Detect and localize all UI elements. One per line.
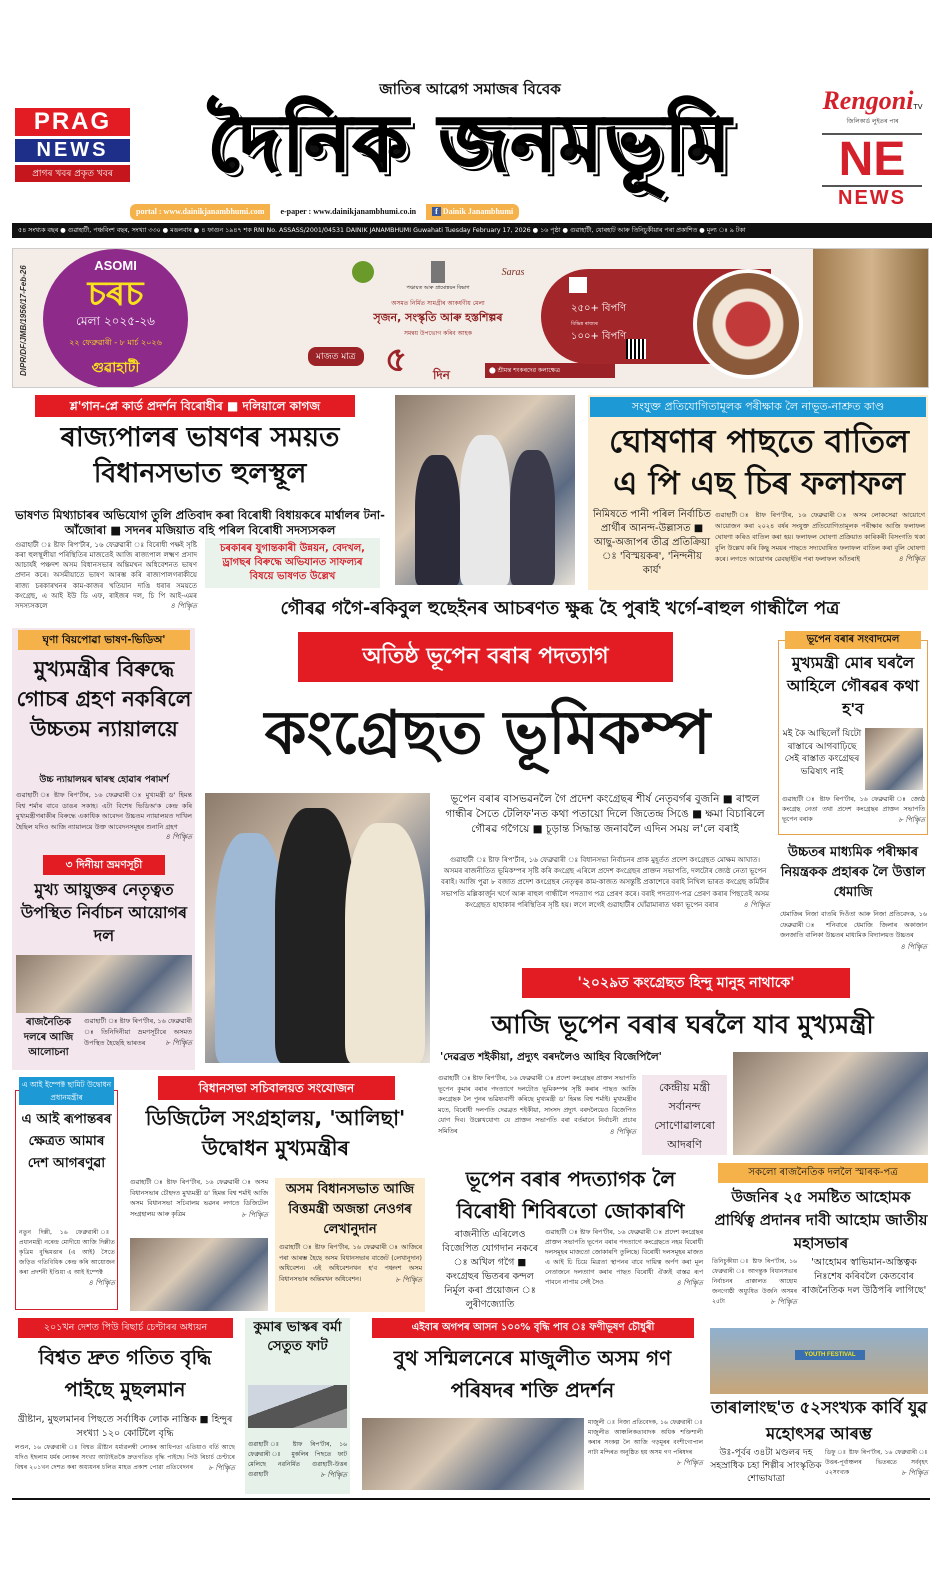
s5-body-text: গুৱাহাটী ঃ ষ্টাফ ৰিপ'ৰ্টাৰ, ১৬ ফেব্ৰুৱাৰী ঃ জ্যেষ্ঠ কংগ্ৰেছ নেতা তথা প্ৰদেশ কংগ্ৰেছৰ প্ৰাক্তন সভাপতি ভূপেন বৰাক (782, 796, 925, 823)
epaper-link[interactable]: e-paper : www.dainikjanambhumi.co.in (280, 207, 417, 216)
s2-headline[interactable]: ঘোষণাৰ পাছতে বাতিল এ পি এছ চিৰ ফলাফল (609, 422, 909, 502)
rengoni-tagline: জিলিকাৰ্ড লুইতৰ পাৰ (846, 118, 899, 125)
ad-title: চৰচ (87, 274, 144, 314)
lead-kicker: অতিষ্ঠ ভূপেন বৰাৰ পদত্যাগ (298, 632, 673, 682)
portal-link[interactable]: portal : www.dainikjanambhumi.com (130, 204, 270, 220)
s3-headline[interactable]: মুখ্যমন্ত্ৰীৰ বিৰুদ্ধে গোচৰ গ্ৰহণ নকৰিলে উচ্চতম ন্যায়ালয়ে (16, 657, 192, 741)
s8-body-text: নতুন দিল্লী, ১৬ ফেব্ৰুৱাৰী ঃ প্ৰধানমন্ত্ৰী নৰেন্দ্ৰ মোদীয়ে আজি দিল্লীত কৃত্ৰিম বুদ্ধিমত্তাৰ (এ আই) সৈতে জড়িত গতিবিধিক কেন্দ্ৰ কৰি আয়োজন কৰা প্ৰদৰ্শনী ইণ্ডিয়া এ আই ইম্পেক্ট (19, 1229, 115, 1276)
s16-headline[interactable]: তাৰালাংছ'ত ৫২সংখ্যক কাৰ্বি যুৱ মহোৎসৱ আৰম্ভ (710, 1398, 928, 1443)
s6-body-text: ধেমাজিৰ নিজা বাতৰি দিওঁতা আৰু নিজা প্ৰতিবেদক, ১৬ ফেব্ৰুৱাৰী ঃ শনিবাৰে ধেমাজি জিলাৰ অকাজান জনজাতি বালিকা উচ্চতৰ মাধ্যমিক বিদ্যালয়ত উচ্চতৰ (780, 911, 927, 939)
continued-label[interactable]: ৪ পিৠিত (170, 601, 197, 610)
ad-stalls2-label: বিভিন্ন ৰাজ্যৰ (571, 321, 598, 327)
prag-tagline: প্ৰাগৰ খবৰ প্ৰকৃত খবৰ (15, 165, 130, 182)
s5-quote: মই কৈ আছিলোঁ যিটো ৰাস্তাৰে আগবাঢ়িছে সেই ৰাস্তাত কংগ্ৰেছৰ ভৱিষ্যৎ নাই (782, 729, 862, 777)
s12-body (712, 1257, 797, 1307)
ad-brand: ASOMI (94, 258, 137, 273)
s13-kicker: ২০১খন দেশত পিউ ৰিছাৰ্চ চেণ্টাৰৰ অধ্যয়ন (18, 1318, 233, 1338)
agp-meeting-photo (362, 1418, 584, 1490)
s4-body (84, 1016, 192, 1049)
s2-side-deck: নিমিষতে পানী পৰিল নিৰ্বাচিত প্ৰাৰ্থীৰ আনন্দ-উল্লাসত ■ আছু-অজাপৰ তীব্ৰ প্ৰতিক্ৰিয়া ঃ 'বিস্ময়কৰ', 'নিন্দনীয় কাৰ্য' (592, 509, 712, 576)
ad-line2: সৃজন, সংস্কৃতি আৰু হস্তশিল্পৰ (373, 311, 503, 324)
prag-logo-text: PRAG (15, 108, 130, 136)
dateline-strip: ৫৪ সংখ্যক বছৰ ● গুৱাহাটী, পঞ্চবিংশ বছৰ, সংখ্যা ৩৩০ ● মঙলবাৰ ● ৪ ফাগুন ১৯৪৭ শক RNI No. ASSASS/2001/04531 DAINIK JANAMBHUMI Guwahati Tuesday February 17, 2026 ● ১৬ পৃষ্ঠা ● গুৱাহাটী, যোৰহাট আৰু তিনিচুকীয়াৰ পৰা প্ৰকাশিত ● মূল্য ঃ ৯ টকা (12, 223, 932, 238)
prag-news-text: NEWS (15, 139, 130, 162)
s10-headline[interactable]: অসম বিধানসভাত আজি বিত্তমন্ত্ৰী অজন্তা নেওগৰ লেখানুদান (285, 1182, 415, 1237)
s12-kicker: সকলো ৰাজনৈতিক দললৈ স্মাৰক-পত্ৰ (718, 1163, 928, 1183)
ad-center (323, 261, 553, 339)
s16-body (825, 1448, 928, 1478)
s11-headline[interactable]: ভূপেন বৰাৰ পদত্যাগক লৈ বিৰোধী শিবিৰতো জোকাৰণি (456, 1167, 685, 1223)
s9-body (130, 1178, 268, 1220)
continued-label[interactable]: ৪ পিৠিত (609, 1127, 636, 1136)
ad-stalls2: ১০০+ বিপণি (571, 331, 627, 342)
bhupen-borah-photo (205, 793, 430, 1063)
s3-body-text: গুৱাহাটী ঃ ষ্টাফ ৰিপ'ৰ্টাৰ, ১৬ ফেব্ৰুৱাৰী ঃ মুখ্যমন্ত্ৰী ড' হিমন্ত বিশ্ব শৰ্মাৰ বাবে ডাঙৰ সকাহ। এটা বিশেষ ভিডিঅ'ক কেন্দ্ৰ কৰি মুখ্যমন্ত্ৰীগৰাকীৰ বিৰুদ্ধে একাধিক আবেদন উচ্চতম ন্যায়ালয়ত দাখিল হৈছিল যদিও আজি ন্যায়ালয়ে উক্ত আবেদনসমূহৰ শুনানি গ্ৰহণ (16, 791, 192, 831)
festival-banner-text: YOUTH FESTIVAL (795, 1350, 865, 1360)
continued-label[interactable]: ৮ পিৠিত (395, 1275, 422, 1284)
s3-kicker: ঘৃণা বিয়পোৱা ভাষণ-ভিডিঅ' (18, 630, 190, 650)
masthead-tagline: জাতিৰ আৱেগ সমাজৰ বিবেক (379, 80, 561, 98)
s3-body (16, 790, 192, 843)
s12-headline[interactable]: উজনিৰ ২৫ সমষ্টিত আহোমক প্ৰাৰ্থিত্ব প্ৰদানৰ দাবী আহোম জাতীয় মহাসভাৰ (714, 1188, 928, 1252)
ad-mela: মেলা ২০২৫-২৬ (76, 314, 155, 328)
ad-line1: অসমত নিৰ্মিত সামগ্ৰীৰ আকৰ্ষণীয় মেলা (391, 300, 485, 307)
s1-headline[interactable]: ৰাজ্যপালৰ ভাষণৰ সময়ত বিধানসভাত হুলস্থূল (60, 422, 340, 489)
location-pin-icon: ⬤ (489, 367, 498, 374)
continued-label[interactable]: ৪ পিৠিত (165, 833, 192, 841)
election-commission-photo (16, 955, 192, 1013)
ne-news-text: NEWS (822, 185, 922, 209)
ribbon-headline[interactable]: গৌৰৱ গগৈ-ৰকিবুল হুছেইনৰ আচৰণত ক্ষুব্ধ হৈ পুৰাই খৰ্গে-ৰাহুল গান্ধীলৈ পত্ৰ (280, 598, 840, 619)
continued-label[interactable]: ৮ পিৠিত (241, 1210, 268, 1219)
qr-code-icon (626, 339, 646, 359)
stall-icon (569, 277, 587, 293)
facebook-link[interactable] (426, 204, 519, 220)
s2-body (715, 510, 925, 565)
emblem-icon (431, 261, 445, 283)
s1-kicker: শ্ল'গান-প্লে কাৰ্ড প্ৰদৰ্শন বিৰোধীৰ ■ দলিয়ালে কাগজ (35, 395, 355, 417)
continued-label[interactable]: ৮ পিৠিত (770, 1298, 797, 1306)
ad-venue-text: শ্ৰীমন্ত শংকৰদেৱ কলাক্ষেত্ৰ (497, 367, 561, 374)
ad-days: দিন (433, 368, 450, 382)
s11-body-text: গুৱাহাটী ঃ ষ্টাফ ৰিপ'ৰ্টাৰ, ১৬ ফেব্ৰুৱাৰী ঃ প্ৰদেশ কংগ্ৰেছৰ প্ৰাক্তন সভাপতি ভূপেন বৰাৰ পদত্যাগে কংগ্ৰেছতে নহয় বিৰোধী দলসমূহৰ মাজতো জোকাৰণি তুলিছে। বিৰোধী দলসমূহৰ মাজত এ আই চি চিয়ে মিত্ৰতা স্থাপনৰ বাবে দায়িত্ব অৰ্পণ কৰা মূল নেতাজনে দলত্যাগ কৰাৰ পাছত বিৰোধী ঐক্যই বাস্তৱ ৰূপ পাবনে নাপায় সেই সৈও (545, 1229, 703, 1286)
rengoni-text: Rengoni (822, 86, 914, 115)
s9-body-text: গুৱাহাটী ঃ ষ্টাফ ৰিপ'ৰ্টাৰ, ১৬ ফেব্ৰুৱাৰী ঃ অসম বিধানসভাৰ চৌহদত মুখ্যমন্ত্ৰী ড' হিমন্ত বিশ্ব শৰ্মাই আজি অসম বিধানসভা সচিবালয় ভৱনৰ লগতে ডিজিটেল সংগ্ৰহালয় আৰু কৃত্ৰিম (130, 1179, 268, 1218)
s1-body-text: গুৱাহাটী ঃ ষ্টাফ ৰিপ'ৰ্টাৰ, ১৬ ফেব্ৰুৱাৰী ঃ বিৰোধী পক্ষই সৃষ্টি কৰা হুলস্থূলীয়া পৰিস্থিতিৰ মাজতেই আজি ৰাজ্যপাল লক্ষ্মণ প্ৰসাদ আচাৰ্যই পঞ্চদশ অসম বিধানসভাৰ অন্তিমখন অধিবেশনত ভাষণ প্ৰদান কৰে। অসমীয়াতে ভাষণ আৰম্ভ কৰি ৰাজ্যপালগৰাকীয়ে ৰাজ্য চৰকাৰখনৰ কাম-কাজৰ খতিয়ান দাঙি ধৰাৰ সময়তে কংগ্ৰেছ, এ আই ইউ ডি এফ, ৰাইজৰ দল, চি পি আই-এমৰ সদস্যসকলে (15, 541, 197, 610)
ad-craft-image (693, 269, 803, 379)
s1-subheadline: ভাষণত মিথ্যাচাৰৰ অভিযোগ তুলি প্ৰতিবাদ কৰা বিৰোধী বিধায়কৰে মাৰ্শ্বালৰ টনা-আঁজোৰা ■ সদনৰ মজিয়াত বহি পৰিল বিৰোধী সদস্যসকল (15, 508, 385, 537)
s3-subheadline: উচ্চ ন্যায়ালয়ৰ দ্বাৰস্থ হোৱাৰ পৰামৰ্শ (39, 775, 169, 785)
continued-label[interactable]: ৪ পিৠিত (676, 1279, 703, 1287)
s5-headline[interactable]: মুখ্যমন্ত্ৰী মোৰ ঘৰলৈ আহিলে গৌৰৱৰ কথা হ'ব (786, 654, 919, 718)
s15-body-text: মাজুলী ঃ নিজা প্ৰতিবেদক, ১৬ ফেব্ৰুৱাৰী ঃ মাজুলীত আঞ্চলিকতাবাদক অধিক শক্তিশালী কৰাৰ সংকল্প লৈ আজি গড়মূৰৰ বংশীগোপাল নাট্য মন্দিৰত অনুষ্ঠিত হয় অসম গণ পৰিষদৰ (588, 1419, 703, 1456)
s1-highlight-box: চৰকাৰৰ যুগান্তকাৰী উন্নয়ন, বেদখল, ড্ৰাগছৰ বিৰুদ্ধে অভিযানত সাফল্যৰ বিষয়ে ভাষণত উল্লেখ (205, 538, 380, 588)
ne-text: NE (838, 133, 906, 186)
ad-line3: সমন্বয় উপভোগ কৰিব আহক (403, 330, 472, 337)
sarus-mela-ad[interactable] (12, 248, 929, 388)
continued-label[interactable]: ৪ পিৠিত (88, 1279, 115, 1287)
page-bottom-rule (12, 1498, 930, 1500)
s8-body (19, 1228, 115, 1288)
prag-news-logo[interactable] (15, 108, 130, 182)
s4-body-text: গুৱাহাটী ঃ ষ্টাফ ৰিপ'ৰ্টাৰ, ১৬ ফেব্ৰুৱাৰী ঃ তিনিদিনীয়া ভ্ৰমণসূচীৰে অসমত উপস্থিত হৈছেহি ভাৰতৰ (84, 1017, 192, 1047)
saras-logo: Saras (501, 266, 525, 278)
continued-label[interactable]: ৮ পিৠিত (320, 1471, 347, 1479)
s11-side-deck: ৰাজনীতি এৰিলেও বিজেপিত যোগদান নকৰে ঃ অখিল গগৈ ■ কংগ্ৰেছৰ ভিতৰৰ কন্দল নিৰ্মূল কৰা প্ৰয়োজন ঃ লুৰীণজ্যোতি (442, 1229, 538, 1310)
s10-body (279, 1243, 422, 1285)
s9-headline[interactable]: ডিজিটেল সংগ্ৰহালয়, 'আলিছা' উদ্বোধন মুখ্যমন্ত্ৰীৰ (145, 1106, 406, 1160)
s12-quote: 'আহোমৰ স্বাভিমান-অস্তিত্বক নিঃশেষ কৰিবলৈ কেতবোৰ ৰাজনৈতিক দল উঠিপৰি লাগিছে' (801, 1257, 927, 1296)
s5-kicker: ভূপেন বৰাৰ সংবাদমেল (785, 631, 921, 649)
ad-craft-photo (813, 249, 929, 388)
s7-highlight-box: কেন্দ্ৰীয় মন্ত্ৰী সৰ্বানন্দ সোণোৱালৰো আদৰণি (642, 1075, 727, 1155)
ad-code: DIPR/DF/JMB/1956/17-Feb-26 (19, 265, 28, 376)
ad-venue (485, 363, 615, 378)
chief-minister-media-photo (733, 1052, 928, 1155)
s14-body-text: গুৱাহাটী ঃ ষ্টাফ ৰিপ'ৰ্টাৰ, ১৬ ফেব্ৰুৱাৰী ঃ মুকলিৰ পিছতে ফাট মেলিছে নৱনিৰ্মিত গুৱাহাটী-উত্তৰ গুৱাহাটী (248, 1441, 347, 1478)
bhupen-borah-portrait (865, 728, 923, 790)
s10-body-text: গুৱাহাটী ঃ ষ্টাফ ৰিপ'ৰ্টাৰ, ১৬ ফেব্ৰুৱাৰী ঃ আজিৰে পৰা আৰম্ভ হৈছে অসম বিধানসভাৰ বাজেট (লেখানুদান) অধিবেশন। এই অধিবেশনখন হ'ব পঞ্চদশ অসম বিধানসভাৰ অন্তিমখন অধিবেশন। (279, 1244, 422, 1283)
continued-label[interactable]: ৮ পিৠিত (901, 1469, 928, 1477)
s7-body-text: গুৱাহাটী ঃ ষ্টাফ ৰিপ'ৰ্টাৰ, ১৬ ফেব্ৰুৱাৰী ঃ প্ৰদেশ কংগ্ৰেছৰ প্ৰাক্তন সভাপতি ভূপেন কুমাৰ বৰাৰ পদত্যাগে দলটোত ভূমিকম্পৰ সৃষ্টি কৰাৰ পাছত আজি কংগ্ৰেছক লৈ পুনৰ ভৱিষ্যবাণী কৰিছে মুখ্যমন্ত্ৰী ড' হিমন্ত বিশ্ব শৰ্মাই। মুখ্যমন্ত্ৰীৰ মতে, বিৰোধী দলপতি দেৱব্ৰত শইকীয়া, সাংসদ প্ৰদ্যুৎ বৰদলৈয়েও বিজেপিত যোগ দিব। উল্লেখযোগ্য যে প্ৰাক্তন সভাপতি বৰা বৰ্তমানে নিৰ্বাচনী প্ৰচাৰ সমিতিৰ (438, 1075, 636, 1135)
lead-body-text: গুৱাহাটী ঃ ষ্টাফ ৰিপ'ৰ্টাৰ, ১৬ ফেব্ৰুৱাৰী ঃ বিধানসভা নিৰ্বাচনৰ প্ৰাক মুহূৰ্তত প্ৰদেশ কংগ্ৰেছত মোক্ষম আঘাত। অসমৰ ৰাজনীতিত ভূমিকম্পৰ সৃষ্টি কৰি কংগ্ৰেছ এৰিলে প্ৰদেশ কংগ্ৰেছৰ প্ৰাক্তন সভাপতি, দলটোৰ জ্যেষ্ঠ নেতা ভূপেন বৰাই। আজি পুৱা ৮ বজাত প্ৰদেশ কংগ্ৰেছৰ নেতৃত্বৰ কাম-কাজত অসন্তুষ্টি প্ৰকাশেৰে বৰাই নিখিল ভাৰত কংগ্ৰেছ কমিটীৰ সভাপতি মল্লিকাৰ্জুন খৰ্গে আৰু ৰাহুল গান্ধীলৈ পদত্যাগ পত্ৰ প্ৰেৰণ কৰে। বৰাই পদত্যাগ-পত্ৰ প্ৰেৰণ কৰাৰ পিছতেই অসম কংগ্ৰেছত হাহাকাৰ পৰিস্থিতিৰ সৃষ্টি হয়। লগে লগেই গুৱাহাটীৰ ঘোঁৱামাৰাত থকা ভূপেন বৰাৰ (440, 856, 770, 909)
s15-kicker: এইবাৰ অগপৰ আসন ১০০% বৃদ্ধি পাব ঃ ফণীভূষণ চৌধুৰী (372, 1318, 694, 1338)
youth-festival-photo (710, 1328, 928, 1394)
s14-body (248, 1440, 347, 1480)
s5-body (782, 795, 925, 825)
s13-subheadline: খ্ৰীষ্টান, মুছলমানৰ পিছতে সৰ্বাধিক লোক নাস্তিক ■ হিন্দুৰ সংখ্যা ১২০ কোটিলৈ বৃদ্ধি (17, 1414, 233, 1439)
s13-body (15, 1443, 235, 1473)
s1-body (15, 540, 197, 611)
continued-label[interactable]: ৮ পিৠিত (676, 1459, 703, 1467)
s2-kicker: সংযুক্ত প্ৰতিযোগিতামূলক পৰীক্ষাক লৈ নাভূত-নাশ্ৰুত কাণ্ড (590, 397, 926, 417)
lead-body (440, 855, 770, 911)
ne-news-logo[interactable] (822, 133, 922, 209)
facebook-icon: f (432, 207, 441, 216)
ad-city: গুৱাহাটী (91, 360, 140, 376)
s2-body-text: গুৱাহাটী ঃ ষ্টাফ ৰিপ'ৰ্টাৰ, ১৬ ফেব্ৰুৱাৰী ঃ অসম লোকসেৱা আয়োগে আয়োজন কৰা ২০২৪ বৰ্ষৰ সংযুক্ত প্ৰতিযোগিতামূলক পৰীক্ষাৰ আজি ফলাফল ঘোষণা কৰিও বাতিল কৰা হয়। ফলাফল ঘোষণা প্ৰক্ৰিয়াত কাৰিকৰী বিসংগতি থকা বুলি উল্লেখ কৰি কিছু সময়ৰ পাছতে সদ্যঘোষিত ফলাফল বাতিল কৰা বুলি ঘোষণা কৰে। লগতে আয়োগৰ ৱেবছাইটৰ পৰা ফলাফল আঁতৰাই (715, 511, 925, 563)
s15-headline[interactable]: বুথ সন্মিলনেৰে মাজুলীত অসম গণ পৰিষদৰ শক্তি প্ৰদৰ্শন (393, 1346, 672, 1402)
ad-dates: ২২ ফেব্ৰুৱাৰী - ৮ মাৰ্চ ২০২৬ (69, 338, 162, 347)
s7-body (438, 1074, 636, 1137)
lead-headline[interactable]: কংগ্ৰেছত ভূমিকম্প (264, 698, 711, 768)
ad-days-number: ৫ (385, 340, 408, 380)
lead-subheadline: ভূপেন বৰাৰ বাসভৱনলৈ গৈ প্ৰদেশ কংগ্ৰেছৰ শীৰ্ষ নেতৃবৰ্গৰ বুজনি ■ ৰাহুল গান্ধীৰ সৈতে টেলিফ'নত কথা পতায়ো দিলে জিতেন্দ্ৰ সিঙে ■ ক্ষমা বিচাৰিলে গৌৰৱ গগৈয়ে ■ চূড়ান্ত সিদ্ধান্ত জনাবলৈ এদিন সময় ল'লে বৰাই (445, 793, 765, 835)
s6-headline[interactable]: উচ্চতৰ মাধ্যমিক পৰীক্ষাৰ নিয়ন্ত্ৰকক প্ৰহাৰক লৈ উত্তাল ধেমাজি (780, 845, 926, 900)
s14-headline[interactable]: কুমাৰ ভাস্কৰ বৰ্মা সেতুত ফাট (253, 1319, 342, 1354)
s16-body-text: ডিফু ঃ ষ্টাফ ৰিপ'ৰ্টাৰ, ১৬ ফেব্ৰুৱাৰী ঃ উত্তৰ-পূৰ্বাঞ্চলৰ ভিতৰতে সৰ্ববৃহৎ ৫২সংখ্যক (825, 1449, 928, 1476)
bridge-photo (248, 1385, 347, 1428)
s4-kicker: ৩ দিনীয়া ভ্ৰমণসূচী (43, 855, 165, 875)
s9-kicker: বিধানসভা সচিবালয়ত সংযোজন (158, 1076, 395, 1100)
ad-stalls1: ২৫০+ বিপণি (571, 303, 627, 314)
ad-mela-circle (43, 249, 188, 388)
s8-headline[interactable]: এ আই ৰূপান্তৰৰ ক্ষেত্ৰত আমাৰ দেশ আগৰণুৱা (21, 1111, 112, 1171)
facebook-label: Dainik Janambhumi (442, 207, 514, 216)
s13-headline[interactable]: বিশ্বত দ্ৰুত গতিত বৃদ্ধি পাইছে মুছলমান (38, 1346, 212, 1401)
ad-dept: পঞ্চায়ত আৰু গ্ৰামোন্নয়ন বিভাগ (406, 285, 470, 291)
rengoni-logo[interactable] (810, 86, 935, 127)
rengoni-tv: TV (913, 103, 923, 111)
s15-body (588, 1418, 703, 1468)
s4-side-deck: ৰাজনৈতিক দলৰে আজি আলোচনা (23, 1017, 74, 1058)
logo-circle-icon (352, 261, 374, 283)
museum-inauguration-photo (130, 1238, 268, 1311)
s7-headline[interactable]: আজি ভূপেন বৰাৰ ঘৰলৈ যাব মুখ্যমন্ত্ৰী (491, 1010, 874, 1039)
s13-body-text: লণ্ডন, ১৬ ফেব্ৰুৱাৰী ঃ বিশ্বত খ্ৰীষ্টান ধৰ্মাৱলম্বী লোকৰ আধিপত্য এতিয়াও বৰ্তি আছে যদিও ইছলাম ধৰ্মৰ লোকৰ সংখ্যা আটাইতকৈ দ্ৰুতগতিত বৃদ্ধি পাইছে। পিউ ৰিচাৰ্চ চেণ্টাৰে বিশ্বৰ ২০১খন দেশত কৰা অধ্যয়নৰ চলিত মাহত প্ৰকাশ পোৱা প্ৰতিবেদনৰ (15, 1444, 235, 1471)
masthead-title: দৈনিক জনমভূমি (207, 99, 733, 189)
s6-body (780, 910, 927, 952)
s7-subheadline: 'দেৱব্ৰত শইকীয়া, প্ৰদ্যুৎ বৰদলৈও আহিব বিজেপিলৈ' (440, 1051, 662, 1063)
s8-kicker: এ আই ইম্পেক্ট ছামিট উদ্বোধন প্ৰধানমন্ত্ৰীৰ (19, 1077, 114, 1105)
continued-label[interactable]: ৪ পিৠিত (898, 555, 925, 563)
ad-remain: মাজত মাত্ৰ (308, 347, 364, 366)
continued-label[interactable]: ৪ পিৠিত (900, 942, 927, 951)
s12-body-text: তিনিচুকীয়া ঃ ষ্টাফ ৰিপ'ৰ্টাৰ, ১৬ ফেব্ৰুৱাৰী ঃ আগন্তুক বিধানসভাৰ নিৰ্বাচনৰ প্ৰাক্কালত আহোম জনগোষ্ঠী অধ্যুষিত উজনি অসমৰ ২৫টা (712, 1258, 797, 1305)
s4-headline[interactable]: মুখ্য আয়ুক্তৰ নেতৃত্বত উপস্থিত নিৰ্বাচন আয়োগৰ দল (20, 880, 188, 945)
continued-label[interactable]: ৮ পিৠিত (208, 1464, 235, 1472)
s7-kicker: '২০২৯ত কংগ্ৰেছত হিন্দু মানুহ নাথাকে' (522, 968, 850, 998)
s16-side-deck: উঃ-পূৰ্বৰ ৩৪টা মণ্ডলৰ দহ সহস্ৰাধিক চহা শিল্পীৰ সাংস্কৃতিক শোভাযাত্ৰা (710, 1448, 822, 1484)
continued-label[interactable]: ৪ পিৠিত (743, 900, 770, 909)
web-links-bar (130, 204, 635, 220)
continued-label[interactable]: ৮ পিৠিত (898, 816, 925, 824)
s11-body (545, 1228, 703, 1288)
governor-assembly-photo (395, 395, 575, 585)
continued-label[interactable]: ৮ পিৠিত (165, 1039, 192, 1047)
